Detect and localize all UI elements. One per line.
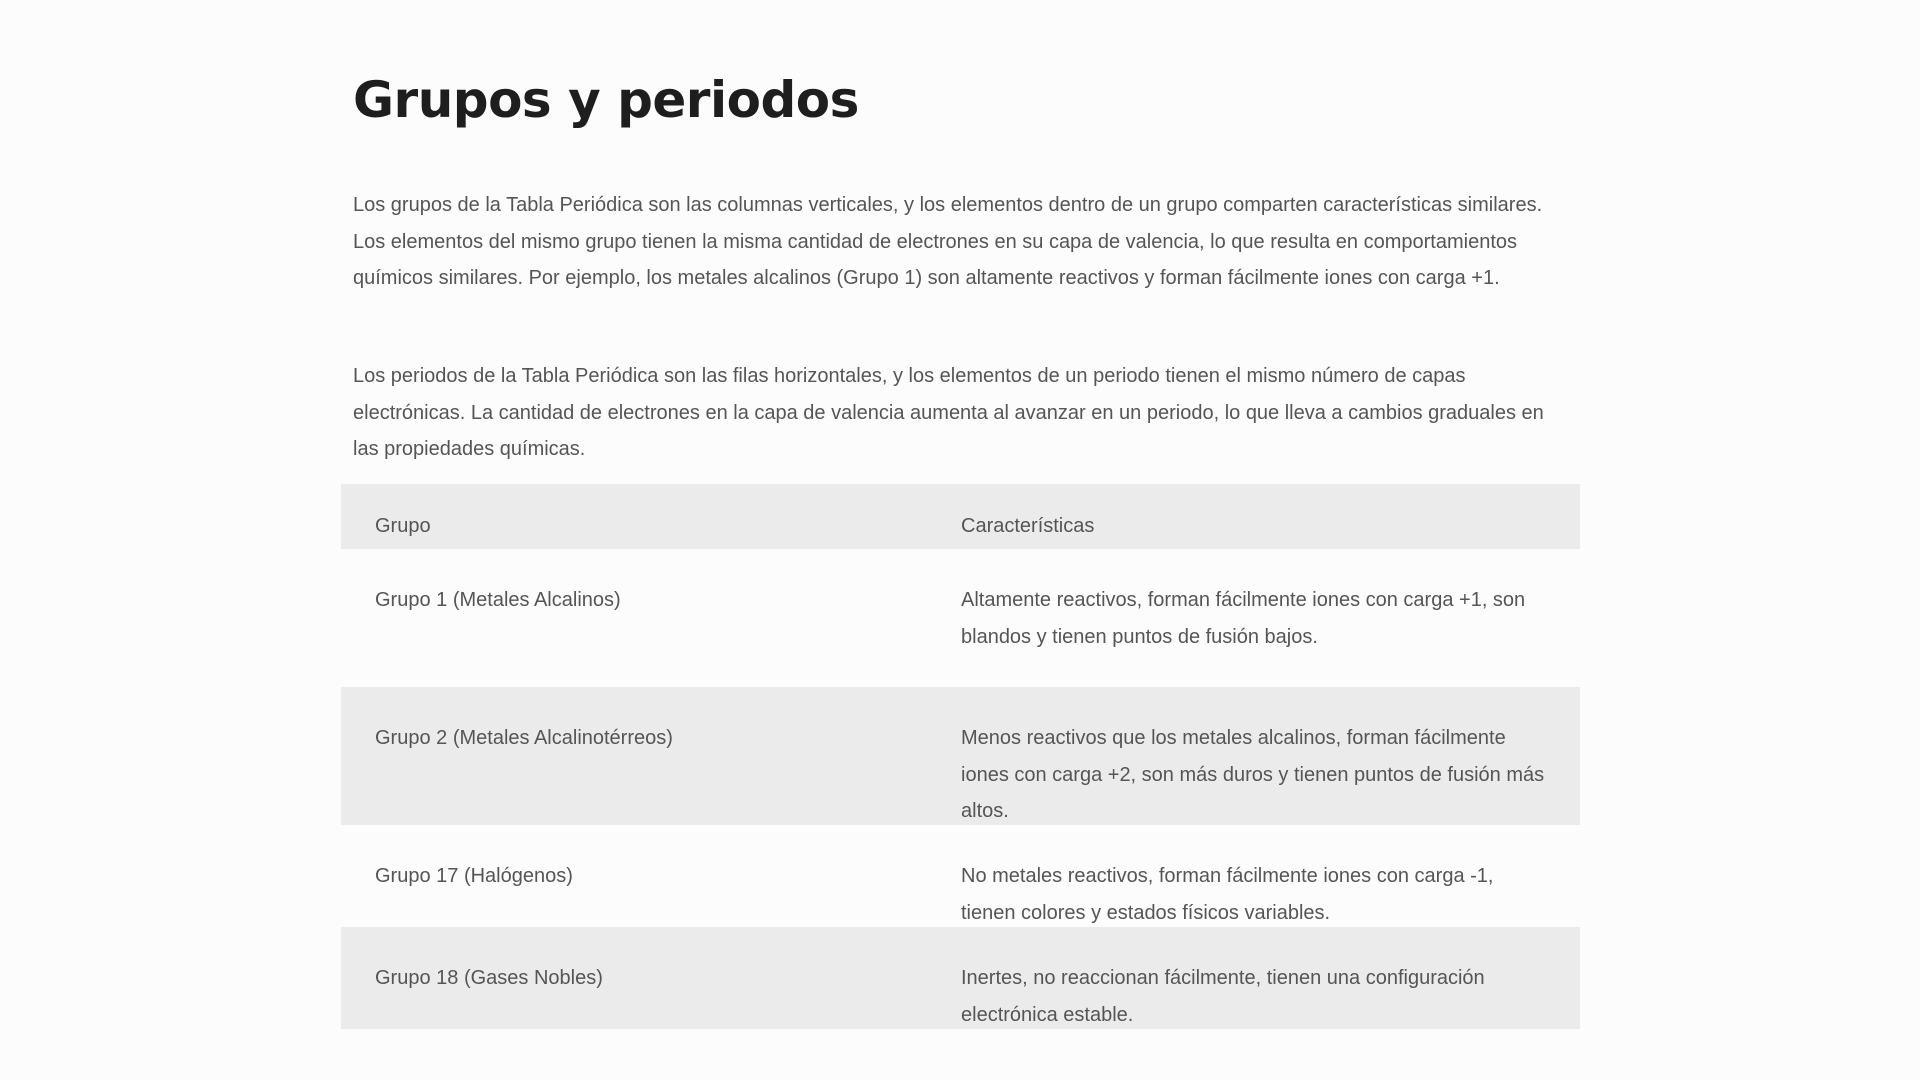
table-row: [341, 549, 1580, 687]
group-name-cell: Grupo 1 (Metales Alcalinos): [375, 589, 621, 611]
characteristics-cell: Altamente reactivos, forman fácilmente iones con carga +1, son blandos y tienen puntos de fusión bajos.: [961, 589, 1526, 648]
paragraph-periods: Los periodos de la Tabla Periódica son las filas horizontales, y los elementos de un periodo tienen el mismo número de capas electrónicas. La cantidad de electrones en la capa de valencia aumenta al avanzar en un periodo, lo que lleva a cambios graduales en las propiedades químicas.: [353, 365, 1544, 460]
characteristics-cell: Inertes, no reaccionan fácilmente, tienen una configuración electrónica estable.: [961, 967, 1485, 1026]
table-row: [341, 687, 1580, 825]
group-name-cell: Grupo 2 (Metales Alcalinotérreos): [375, 727, 673, 749]
characteristics-cell: No metales reactivos, forman fácilmente iones con carga -1, tienen colores y estados físicos variables.: [961, 865, 1494, 924]
header-group: Grupo: [375, 515, 431, 537]
characteristics-cell: Menos reactivos que los metales alcalinos, forman fácilmente iones con carga +2, son más duros y tienen puntos de fusión más altos.: [961, 727, 1545, 822]
header-characteristics: Características: [961, 515, 1095, 537]
group-name-cell: Grupo 17 (Halógenos): [375, 865, 573, 887]
table-row: [341, 927, 1580, 1029]
page-title: Grupos y periodos: [353, 71, 859, 129]
groups-table: [341, 484, 1580, 1029]
paragraph-groups: Los grupos de la Tabla Periódica son las columnas verticales, y los elementos dentro de un grupo comparten características similares. Los elementos del mismo grupo tienen la misma cantidad de electrones en su capa de valencia, lo que resulta en comportamientos químicos similares. Por ejemplo, los metales alcalinos (Grupo 1) son altamente reactivos y forman fácilmente iones con carga +1.: [353, 194, 1543, 289]
table-header-row: [341, 484, 1580, 549]
table-row: [341, 825, 1580, 927]
group-name-cell: Grupo 18 (Gases Nobles): [375, 967, 603, 989]
